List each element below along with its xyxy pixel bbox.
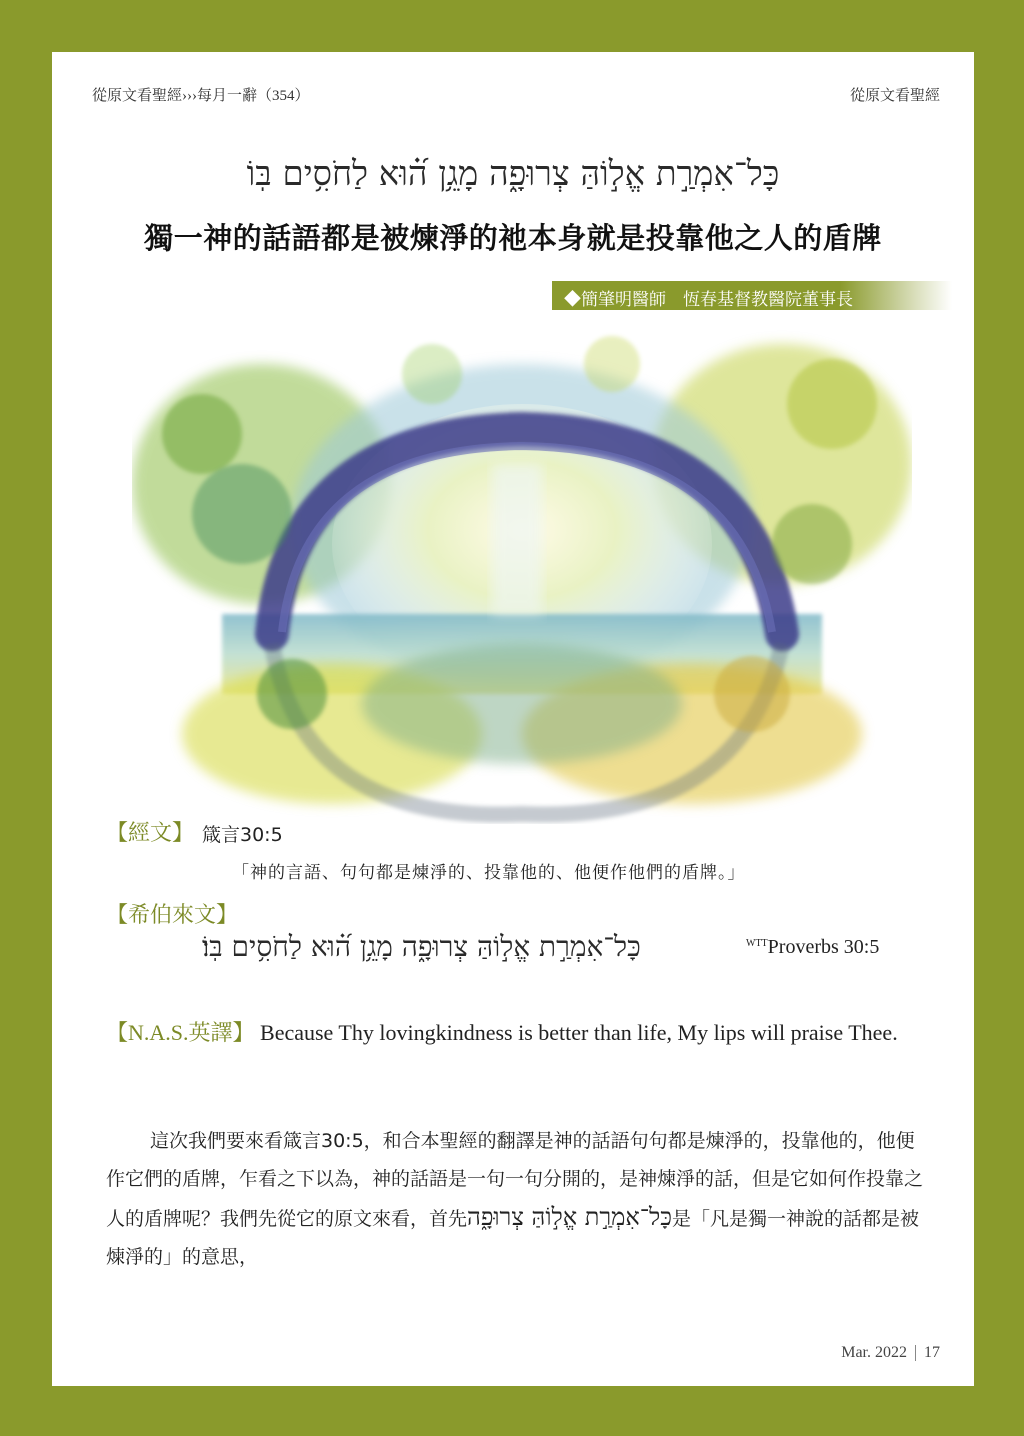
page-footer: [841, 1344, 940, 1362]
paragraph-text-1: 這次我們要來看箴言30:5，和合本聖經的翻譯是神的話語句句都是煉淨的，投靠他的，他便作它們的盾牌，乍看之下以為，神的話語是一句一句分開的，是神煉淨的話，但是它如何作投靠之人的盾牌呢？我們先從它的原文來看，首先: [106, 1130, 924, 1230]
watercolor-bridge-illustration: [132, 314, 912, 824]
paragraph: [106, 1122, 926, 1276]
source-superscript: WTT: [746, 938, 768, 949]
verse-source: [746, 936, 879, 959]
scripture-reference: 箴言30:5: [202, 824, 283, 846]
nas-text: Because Thy lovingkindness is better than life, My lips will praise Thee.: [254, 1020, 898, 1045]
hebrew-label: 【希伯來文】: [106, 902, 239, 927]
page-number: 17: [924, 1344, 940, 1361]
issue-date: Mar. 2022: [841, 1344, 907, 1361]
running-header-right: 從原文看聖經: [849, 88, 940, 104]
inline-hebrew: כָּל־אִמְרַ֣ת אֱל֣וֹהַּ צְרוּפָ֑ה: [467, 1203, 672, 1231]
hebrew-verse: כָּל־אִמְרַ֣ת אֱל֣וֹהַּ צְרוּפָ֑ה מָגֵ֥ן ה֝֗וּא לַחֹסִ֥ים בּֽוֹ׃: [202, 930, 641, 963]
nas-translation: [106, 1014, 926, 1052]
source-reference: Proverbs 30:5: [767, 936, 880, 958]
hebrew-title: כָּל־אִמְרַ֣ת אֱל֣וֹהַּ צְרוּפָ֑ה מָגֵ֥ן ה֝֗וּא לַחֹסִ֥ים בּֽוֹ: [246, 154, 780, 194]
scripture-label: 【經文】: [106, 820, 195, 845]
author-bar: [552, 281, 952, 310]
scripture-quote: 「神的言語、句句都是煉淨的、投靠他的、他便作他們的盾牌。」: [232, 863, 746, 883]
chinese-title: 獨一神的話語都是被煉淨的祂本身就是投靠他之人的盾牌: [144, 221, 882, 255]
running-header-left: 從原文看聖經›››每月一辭（354）: [92, 88, 310, 104]
footer-divider: [915, 1345, 916, 1361]
body-text: [106, 1122, 926, 1276]
nas-label: 【N.A.S.英譯】: [106, 1020, 255, 1045]
paragraph-text-2: 是「凡是獨一神說的話都是被煉淨的」的意思，: [106, 1208, 919, 1268]
page: [52, 52, 974, 1386]
author-line: ◆簡肇明醫師 恆春基督教醫院董事長: [564, 290, 853, 309]
